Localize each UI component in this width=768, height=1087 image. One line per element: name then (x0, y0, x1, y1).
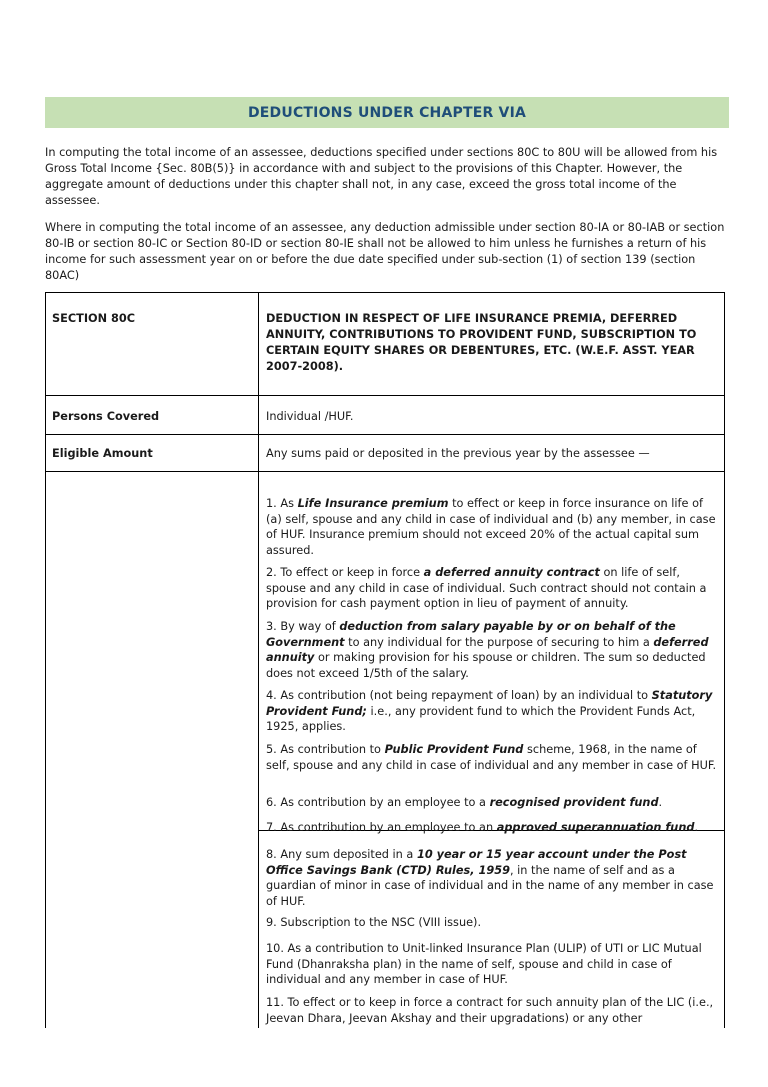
row-divider (46, 471, 724, 472)
persons-covered-label: Persons Covered (52, 410, 160, 423)
list-item: 9. Subscription to the NSC (VIII issue). (266, 916, 482, 929)
section-label: SECTION 80C (52, 312, 136, 325)
title-banner (45, 97, 729, 128)
section-heading: DEDUCTION IN RESPECT OF LIFE INSURANCE PREMIA, DEFERRED ANNUITY, CONTRIBUTIONS TO PROVIDENT FUND, SUBSCRIPTION TO CERTAIN EQUITY SHARES OR DEBENTURES, ETC. (W.E.F. ASST. YEAR 2007-2008). (266, 312, 697, 373)
list-item: 6. As contribution by an employee to a recognised provident fund. (266, 796, 663, 809)
intro-paragraph-1: In computing the total income of an assessee, deductions specified under sections 80C to 80U will be allowed from his Gross Total Income {Sec. 80B(5)} in accordance with and subject to the provisions of this Chapter. However, the aggregate amount of deductions under this chapter shall not, in any case, exceed the gross total income of the assessee. (45, 146, 718, 207)
list-item: 3. By way of deduction from salary payable by or on behalf of the Government to any individual for the purpose of securing to him a deferred annuity or making provision for his spouse or children. The sum so deducted does not exceed 1/5th of the salary. (266, 620, 709, 680)
intro-paragraph-2: Where in computing the total income of an assessee, any deduction admissible under section 80-IA or 80-IAB or section 80-IB or section 80-IC or Section 80-ID or section 80-IE shall not be allowed to him unless he furnishes a return of his income for such assessment year on or before the due date specified under sub-section (1) of section 139 (section 80AC) (45, 221, 725, 282)
list-item: 11. To effect or to keep in force a contract for such annuity plan of the LIC (i.e., Jeevan Dhara, Jeevan Akshay and their upgradations) or any other (266, 996, 714, 1025)
row-divider (46, 395, 724, 396)
list-item: 1. As Life Insurance premium to effect or keep in force insurance on life of (a) self, spouse and any child in case of individual and (b) any member, in case of HUF. Insurance premium should not exceed 20% of the actual capital sum assured. (266, 497, 716, 557)
list-item: 5. As contribution to Public Provident Fund scheme, 1968, in the name of self, spouse and any child in case of individual and any member in case of HUF. (266, 743, 717, 772)
page-title: DEDUCTIONS UNDER CHAPTER VIA (247, 104, 527, 121)
section-80c-table (45, 292, 725, 1028)
list-item: 4. As contribution (not being repayment of loan) by an individual to Statutory Provident Fund; i.e., any provident fund to which the Provident Funds Act, 1925, applies. (266, 689, 713, 734)
persons-covered-value: Individual /HUF. (266, 410, 354, 423)
row-divider (46, 434, 724, 435)
list-item: 10. As a contribution to Unit-linked Insurance Plan (ULIP) of UTI or LIC Mutual Fund (Dhanraksha plan) in the name of self, spouse and child in case of individual and any member in case of HUF. (266, 942, 702, 987)
list-item: 7. As contribution by an employee to an approved superannuation fund. (266, 821, 699, 834)
eligible-amount-value: Any sums paid or deposited in the previous year by the assessee — (266, 447, 650, 460)
list-item: 8. Any sum deposited in a 10 year or 15 year account under the Post Office Savings Bank (CTD) Rules, 1959, in the name of self and as a guardian of minor in case of individual and in the name of any member in case of HUF. (266, 848, 714, 908)
eligible-amount-label: Eligible Amount (52, 447, 153, 460)
list-item: 2. To effect or keep in force a deferred annuity contract on life of self, spouse and any child in case of individual. Such contract should not contain a provision for cash payment option in lieu of payment of annuity. (266, 566, 707, 611)
column-divider (258, 293, 259, 1028)
